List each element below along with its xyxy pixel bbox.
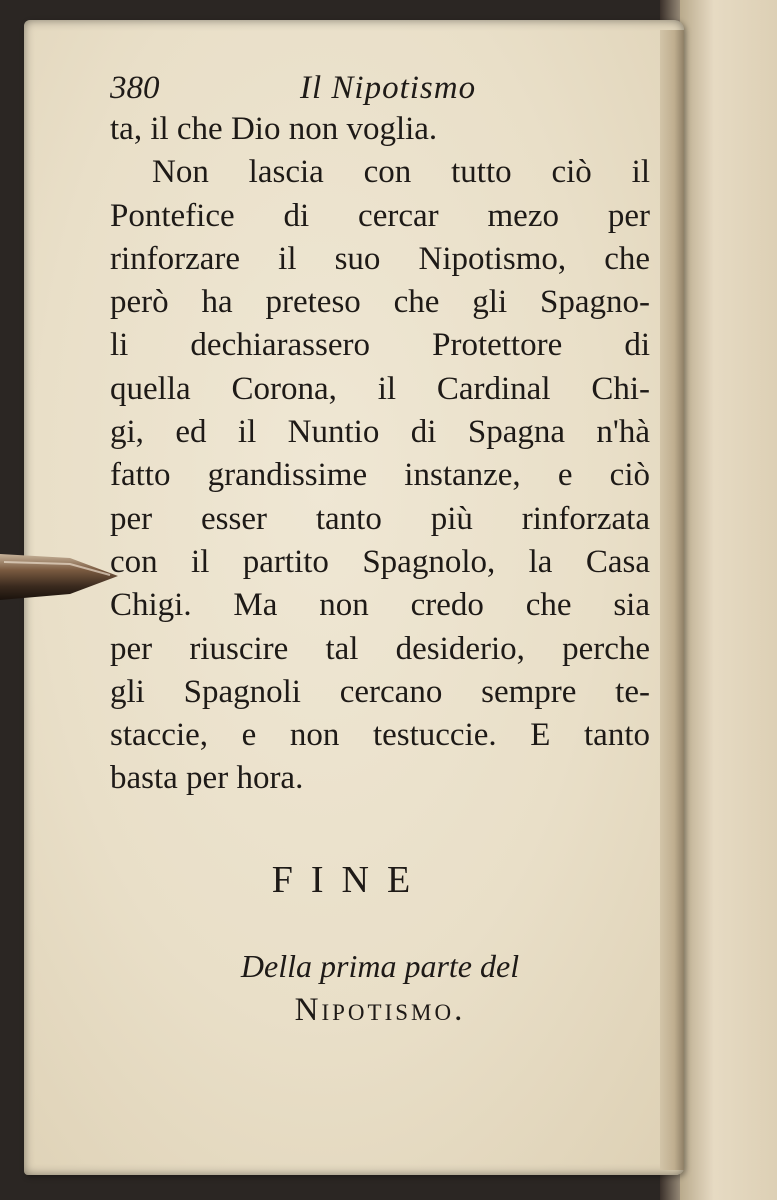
running-header [110, 70, 560, 110]
fine-heading: FINE [271, 859, 429, 901]
page-number: 380 [110, 70, 160, 106]
text-line: gi, ed il Nuntio di Spagna n'hà [110, 414, 650, 451]
text-line: gli Spagnoli cercano sempre te- [110, 673, 650, 710]
text-line: Non lascia con tutto ciò il [152, 154, 650, 191]
text-line: basta per hora. [110, 760, 304, 797]
text-line: rinforzare il suo Nipotismo, che [110, 240, 650, 277]
colophon-line-2: Nipotismo. [294, 992, 466, 1028]
text-line: li dechiarassero Protettore di [110, 327, 650, 364]
pen-pointer-icon [0, 548, 120, 612]
text-line: quella Corona, il Cardinal Chi- [110, 370, 650, 407]
text-line: Chigi. Ma non credo che sia [110, 587, 650, 624]
text-line: però ha preteso che gli Spagno- [110, 284, 650, 321]
text-line: Pontefice di cercar mezo per [110, 197, 650, 234]
text-line: fatto grandissime instanze, e ciò [110, 457, 650, 494]
text-line: ta, il che Dio non voglia. [110, 111, 438, 147]
text-line: per esser tanto più rinforzata [110, 500, 650, 537]
text-line: per riuscire tal desiderio, perche [110, 630, 650, 667]
running-title: Il Nipotismo [300, 70, 477, 106]
text-line: staccie, e non testuccie. E tanto [110, 717, 650, 754]
text-line: con il partito Spagnolo, la Casa [110, 543, 650, 580]
colophon-line-1: Della prima parte del [240, 948, 520, 984]
body-text [110, 108, 650, 801]
